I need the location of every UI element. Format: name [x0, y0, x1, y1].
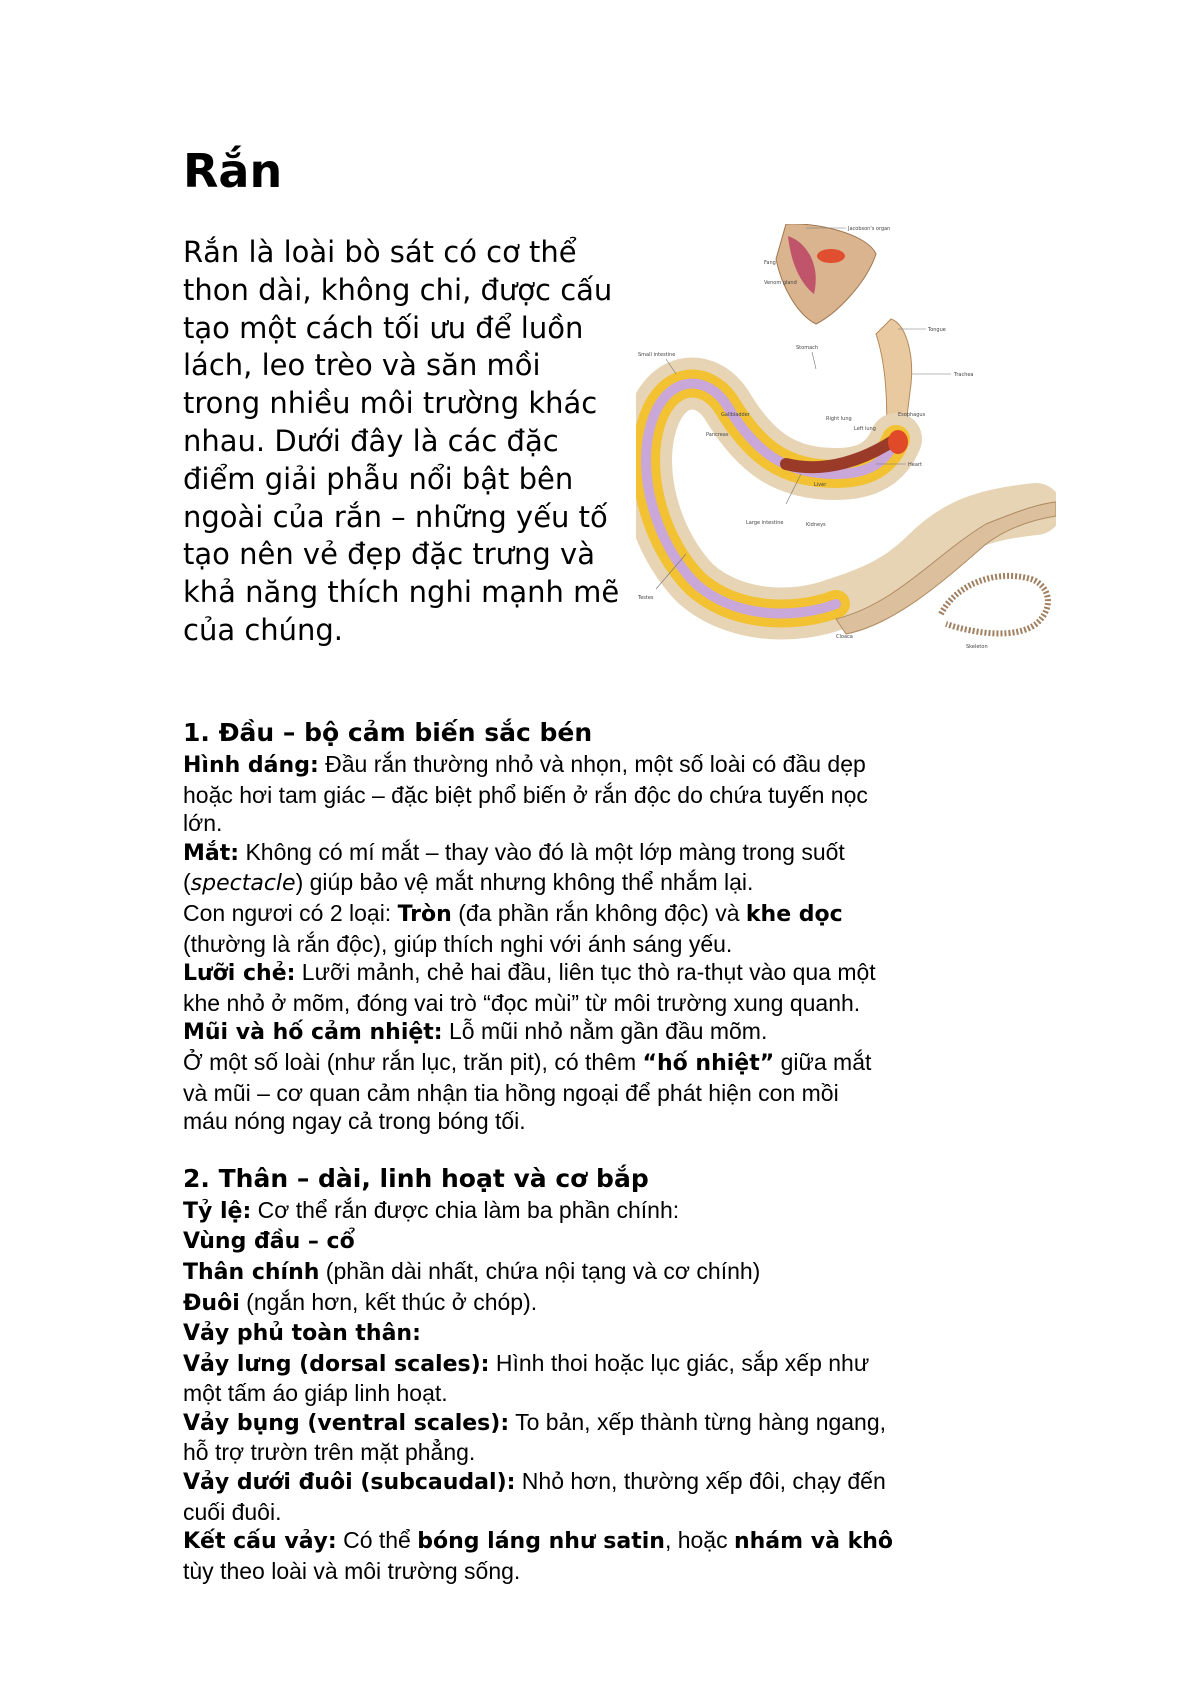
- text-bong-lang: bóng láng như satin: [417, 1529, 665, 1555]
- label-vung-dau: Vùng đầu – cổ: [183, 1229, 355, 1255]
- text-vay-bung-1: To bản, xếp thành từng hàng ngang,: [509, 1408, 887, 1435]
- line-ty-le: [183, 1196, 1033, 1227]
- label-vay-lung: Vảy lưng (dorsal scales):: [183, 1351, 490, 1377]
- label-left-lung: Left lung: [854, 426, 876, 432]
- text-mui: Lỗ mũi nhỏ nằm gần đầu mõm.: [442, 1018, 768, 1045]
- text-nham-kho: nhám và khô: [733, 1529, 893, 1555]
- label-small-intestine: Small intestine: [638, 352, 676, 358]
- line-hinh-dang-3: lớn.: [183, 810, 223, 837]
- label-mat: Mắt:: [183, 840, 240, 866]
- label-stomach: Stomach: [796, 345, 819, 351]
- line-ket-cau-2: tùy theo loài và môi trường sống.: [183, 1557, 521, 1584]
- line-hinh-dang-2: hoặc hơi tam giác – đặc biệt phổ biến ở rắn độc do chứa tuyến nọc: [183, 781, 868, 808]
- line-luoi-2: khe nhỏ ở mõm, đóng vai trò “đọc mùi” từ môi trường xung quanh.: [183, 989, 861, 1016]
- label-liver: Liver: [814, 482, 827, 488]
- text-ket-cau-2: , hoặc: [664, 1527, 734, 1554]
- text-hinh-dang-1: Đầu rắn thường nhỏ và nhọn, một số loài có đầu dẹp: [318, 751, 866, 777]
- text-ty-le: Cơ thể rắn được chia làm ba phần chính:: [251, 1196, 680, 1223]
- label-luoi: Lưỡi chẻ:: [183, 961, 296, 987]
- line-ho-nhiet-3: máu nóng ngay cả trong bóng tối.: [183, 1108, 526, 1135]
- line-con-nguoi-2: (thường là rắn độc), giúp thích nghi với ánh sáng yếu.: [183, 930, 733, 957]
- text-mat-2: ) giúp bảo vệ mắt nhưng không thể nhắm lại.: [295, 869, 754, 896]
- label-pancreas: Pancreas: [706, 432, 729, 438]
- text-spectacle: spectacle: [190, 871, 296, 897]
- line-mat-2: [183, 868, 1033, 899]
- label-venom-gland: Venom gland: [764, 280, 797, 286]
- label-vay-bung: Vảy bụng (ventral scales):: [183, 1410, 510, 1436]
- snake-anatomy-illustration: [636, 224, 1056, 664]
- text-tron: Tròn: [397, 901, 452, 927]
- line-hinh-dang-1: [183, 750, 1033, 781]
- label-mui: Mũi và hố cảm nhiệt:: [183, 1020, 443, 1046]
- line-con-nguoi-1: [183, 899, 1033, 930]
- line-vay-duoi-1: [183, 1467, 1033, 1498]
- section-1-heading: 1. Đầu – bộ cảm biến sắc bén: [183, 718, 593, 747]
- label-ket-cau: Kết cấu vảy:: [183, 1529, 337, 1555]
- label-trachea: Trachea: [954, 372, 974, 378]
- line-duoi: [183, 1288, 1033, 1319]
- label-ty-le: Tỷ lệ:: [183, 1198, 252, 1224]
- intro-paragraph: Rắn là loài bò sát có cơ thể thon dài, không chi, được cấu tạo một cách tối ưu để luồn lách, leo trèo và săn mồi trong nhiều môi trường khác nhau. Dưới đây là các đặc điểm giải phẫu nổi bật bên ngoài của rắn – những yếu tố tạo nên vẻ đẹp đặc trưng và khả năng thích nghi mạnh mẽ của chúng.: [183, 235, 620, 647]
- text-khe-doc: khe dọc: [745, 901, 843, 927]
- section-2-heading: 2. Thân – dài, linh hoạt và cơ bắp: [183, 1163, 649, 1193]
- text-luoi-1: Lưỡi mảnh, chẻ hai đầu, liên tục thò ra-thụt vào qua một: [295, 959, 876, 986]
- text-ho-nhiet-2: giữa mắt: [774, 1048, 872, 1075]
- line-vay-phu: [183, 1318, 1033, 1349]
- line-luoi-1: [183, 958, 1033, 989]
- text-duoi: (ngắn hơn, kết thúc ở chóp).: [239, 1288, 538, 1315]
- text-than-chinh: (phần dài nhất, chứa nội tạng và cơ chính): [319, 1257, 761, 1284]
- text-mat-open: (: [183, 869, 191, 896]
- label-jacobson: Jacobson's organ: [848, 226, 891, 232]
- label-testes: Testes: [638, 595, 654, 601]
- snake-anatomy-figure: [636, 224, 1056, 664]
- text-vay-lung-1: Hình thoi hoặc lục giác, sắp xếp như: [489, 1349, 870, 1376]
- line-vung-dau: [183, 1226, 1033, 1257]
- text-vay-duoi-1: Nhỏ hơn, thường xếp đôi, chạy đến: [515, 1468, 886, 1495]
- text-ho-nhiet-bold: “hố nhiệt”: [642, 1050, 775, 1076]
- label-than-chinh: Thân chính: [183, 1259, 320, 1285]
- label-kidneys: Kidneys: [806, 522, 826, 528]
- line-vay-lung-1: [183, 1349, 1033, 1380]
- text-con-nguoi-2: (đa phần rắn không độc) và: [451, 899, 746, 926]
- label-heart: Heart: [908, 462, 922, 468]
- line-vay-duoi-2: cuối đuôi.: [183, 1498, 282, 1525]
- line-ket-cau-1: [183, 1526, 1033, 1557]
- line-mui: [183, 1017, 1033, 1048]
- text-mat-1: Không có mí mắt – thay vào đó là một lớp màng trong suốt: [239, 838, 845, 865]
- label-hinh-dang: Hình dáng:: [183, 753, 319, 778]
- label-fang: Fang: [764, 260, 776, 266]
- line-vay-lung-2: một tấm áo giáp linh hoạt.: [183, 1380, 448, 1407]
- line-ho-nhiet-2: và mũi – cơ quan cảm nhận tia hồng ngoại để phát hiện con mồi: [183, 1079, 839, 1106]
- label-right-lung: Right lung: [826, 416, 852, 422]
- line-vay-bung-2: hỗ trợ trườn trên mặt phẳng.: [183, 1439, 476, 1466]
- label-tongue: Tongue: [928, 327, 946, 333]
- label-vay-phu: Vảy phủ toàn thân:: [183, 1321, 421, 1347]
- text-con-nguoi-1: Con ngươi có 2 loại:: [183, 899, 398, 926]
- text-ket-cau-1: Có thể: [336, 1527, 418, 1554]
- label-esophagus: Esophagus: [898, 412, 926, 418]
- label-cloaca: Cloaca: [836, 634, 853, 640]
- label-skeleton: Skeleton: [966, 644, 988, 650]
- label-vay-duoi: Vảy dưới đuôi (subcaudal):: [183, 1470, 516, 1496]
- line-ho-nhiet-1: [183, 1048, 1033, 1079]
- text-ho-nhiet-1: Ở một số loài (như rắn lục, trăn pit), có thêm: [183, 1048, 643, 1075]
- body-content: [183, 716, 1033, 1585]
- line-vay-bung-1: [183, 1408, 1033, 1439]
- label-large-intestine: Large intestine: [746, 520, 784, 526]
- line-than-chinh: [183, 1257, 1033, 1288]
- line-mat-1: [183, 838, 1033, 869]
- label-duoi: Đuôi: [183, 1290, 240, 1316]
- page-title: Rắn: [183, 144, 283, 198]
- label-gallbladder: Gallbladder: [721, 412, 750, 418]
